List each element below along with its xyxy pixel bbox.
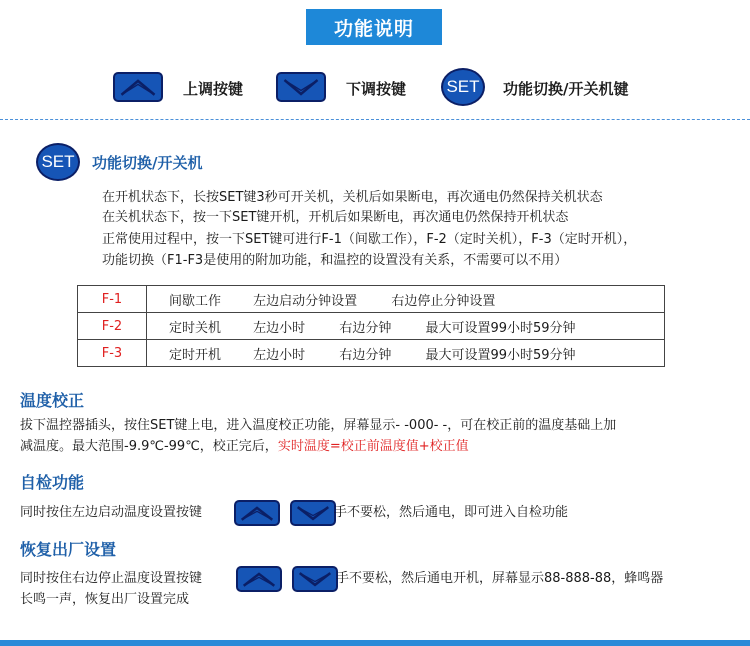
function-cell: 左边小时 [253,320,306,336]
function-cell: 右边停止分钟设置 [391,293,496,309]
page-title: 功能说明 [306,9,442,45]
function-code: F-2 [78,313,147,340]
table-row [78,313,665,340]
function-cell: 最大可设置99小时59分钟 [425,347,576,363]
calibration-formula: 实时温度=校正前温度值+校正值 [277,439,469,454]
calibration-text: 减温度。最大范围-9.9℃-99℃，校正完后， [20,439,278,454]
factory-reset-title: 恢复出厂设置 [20,540,117,559]
function-cell: 右边分钟 [339,320,392,336]
set-key-icon: SET [441,68,485,106]
set-line-2: 在关机状态下，按一下SET键开机，开机后如果断电，再次通电仍然保持开机状态 [102,210,569,225]
function-cell: 定时关机 [169,320,222,336]
calibration-title: 温度校正 [20,391,85,410]
table-row [78,340,665,367]
calibration-line-2 [20,437,469,457]
set-section-icon: SET [36,143,80,181]
down-key-label: 下调按键 [346,80,407,98]
down-key-icon [290,500,336,526]
function-cell: 定时开机 [169,347,222,363]
self-check-title: 自检功能 [20,473,85,492]
function-cell: 左边启动分钟设置 [253,293,358,309]
function-table [77,285,665,367]
function-cell: 间歇工作 [169,293,222,309]
down-key-icon [292,566,338,592]
set-section-title: 功能切换/开关机 [92,154,203,172]
up-key-icon [234,500,280,526]
factory-reset-text-suffix: 手不要松，然后通电开机，屏幕显示88-888-88，蜂鸣器 [336,571,664,586]
calibration-line-1: 拔下温控器插头，按住SET键上电，进入温度校正功能，屏幕显示- -000- -，可在校正前的温度基础上加 [20,418,617,433]
function-code: F-1 [78,286,147,313]
function-cell: 右边分钟 [339,347,392,363]
set-line-4: 功能切换（F1-F3是使用的附加功能，和温控的设置没有关系，不需要可以不用） [102,253,568,268]
function-code: F-3 [78,340,147,367]
factory-reset-line-2: 长鸣一声，恢复出厂设置完成 [20,592,190,607]
set-line-1: 在开机状态下，长按SET键3秒可开关机，关机后如果断电，再次通电仍然保持关机状态 [102,190,603,205]
up-key-icon [236,566,282,592]
up-key-icon [113,72,163,102]
table-row [78,286,665,313]
factory-reset-text: 同时按住右边停止温度设置按键 [20,571,203,586]
up-key-label: 上调按键 [183,80,244,98]
set-key-label: 功能切换/开关机键 [503,80,629,98]
down-key-icon [276,72,326,102]
self-check-text: 同时按住左边启动温度设置按键 [20,505,203,520]
set-line-3: 正常使用过程中，按一下SET键可进行F-1（间歇工作），F-2（定时关机），F-3（定时开机）， [102,232,637,247]
divider-top [0,119,750,120]
bottom-bar [0,640,750,646]
function-cell: 最大可设置99小时59分钟 [425,320,576,336]
self-check-text-suffix: 手不要松，然后通电，即可进入自检功能 [334,505,569,520]
function-cell: 左边小时 [253,347,306,363]
